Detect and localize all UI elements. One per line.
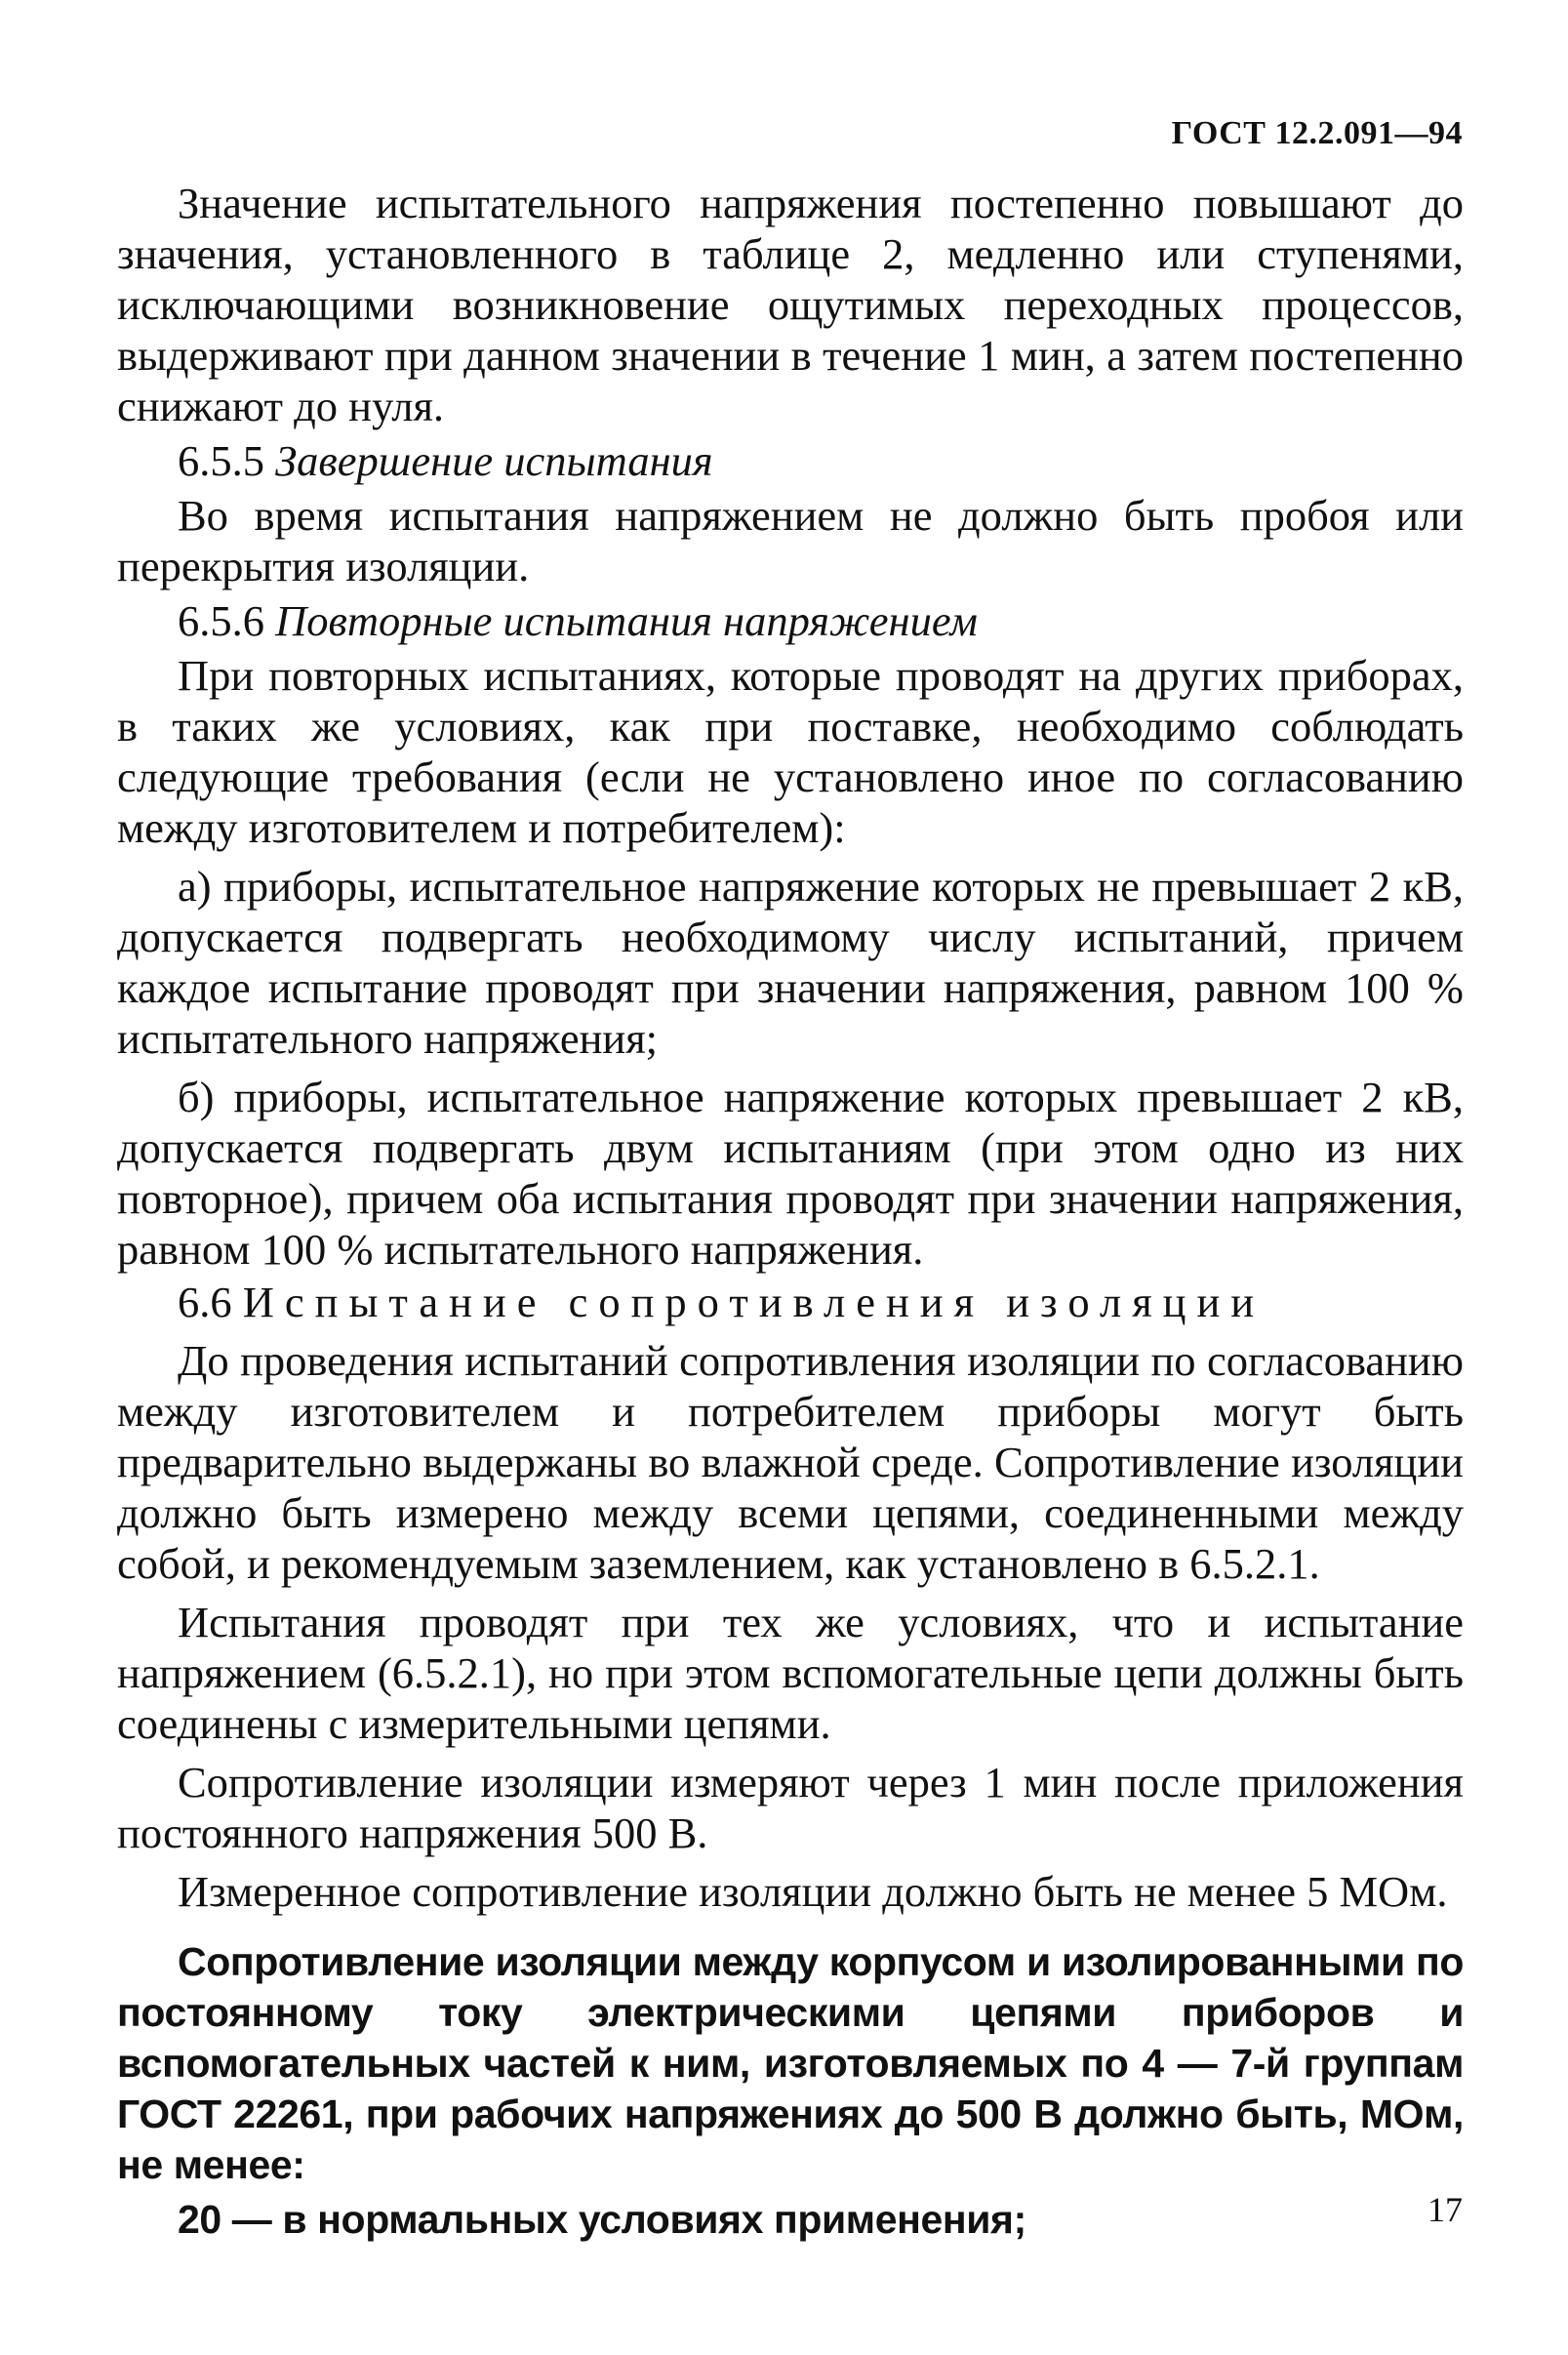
- section-number: 6.5.6: [178, 596, 264, 645]
- section-title: Испытание сопротивления изоляции: [242, 1278, 1266, 1326]
- paragraph-bold-normal-conditions: 20 — в нормальных условиях применения;: [178, 2197, 1026, 2242]
- paragraph-test-completion: Во время испытания напряжением не должно быть пробоя или перекрытия изоляции.: [117, 491, 1464, 590]
- paragraph-repeated-tests: При повторных испытаниях, которые проводят на других приборах, в таких же условиях, как при поставке, необходимо соблюдать следующие требования (если не установлено иное по согласованию между изготовителем и потребителем):: [117, 651, 1464, 852]
- paragraph-minimum-resistance: Измеренное сопротивление изоляции должно быть не менее 5 МОм.: [178, 1867, 1448, 1916]
- paragraph-bold-requirement: Сопротивление изоляции между корпусом и изолированными по постоянному току электрическими цепями приборов и вспомогательных частей к ним, изготовляемых по 4 — 7-й группам ГОСТ 22261, при рабочих напряжениях до 500 В должно быть, МОм, не менее:: [117, 1939, 1464, 2187]
- paragraph-insulation-resistance-prep: До проведения испытаний сопротивления изоляции по согласованию между изготовителем и потребителем приборы могут быть предварительно выдержаны во влажной среде. Сопротивление изоляции должно быть измерено между всеми цепями, соединенными между собой, и рекомендуемым заземлением, как установлено в 6.5.2.1.: [117, 1336, 1464, 1588]
- section-heading-6-5-6: [117, 595, 1464, 646]
- section-title: Завершение испытания: [275, 436, 713, 485]
- section-heading-6-5-5: [117, 435, 1464, 486]
- section-number: 6.5.5: [178, 436, 264, 485]
- page-number: 17: [1427, 2190, 1463, 2229]
- section-heading-6-6: [117, 1277, 1464, 1327]
- list-item-b: б) приборы, испытательное напряжение которых превышает 2 кВ, допускается подвергать двум испытаниям (при этом одно из них повторное), причем оба испытания проводят при значении напряжения, равном 100 % испытательного напряжения.: [117, 1073, 1464, 1274]
- standard-code-header: ГОСТ 12.2.091—94: [1171, 115, 1463, 151]
- paragraph-measurement-timing: Сопротивление изоляции измеряют через 1 мин после приложения постоянного напряжения 500 В.: [117, 1758, 1464, 1857]
- section-title: Повторные испытания напряжением: [275, 596, 978, 645]
- paragraph-test-conditions: Испытания проводят при тех же условиях, что и испытание напряжением (6.5.2.1), но при этом вспомогательные цепи должны быть соединены с измерительными цепями.: [117, 1598, 1464, 1748]
- document-body: [117, 178, 1464, 2245]
- section-number: 6.6: [178, 1278, 232, 1326]
- list-item-a: а) приборы, испытательное напряжение которых не превышает 2 кВ, допускается подвергать необходимому числу испытаний, причем каждое испытание проводят при значении напряжения, равном 100 % испытательного напряжения;: [117, 862, 1464, 1063]
- paragraph-test-voltage-procedure: Значение испытательного напряжения постепенно повышают до значения, установленного в таблице 2, медленно или ступенями, исключающими возникновение ощутимых переходных процессов, выдерживают при данном значении в течение 1 мин, а затем постепенно снижают до нуля.: [117, 179, 1464, 430]
